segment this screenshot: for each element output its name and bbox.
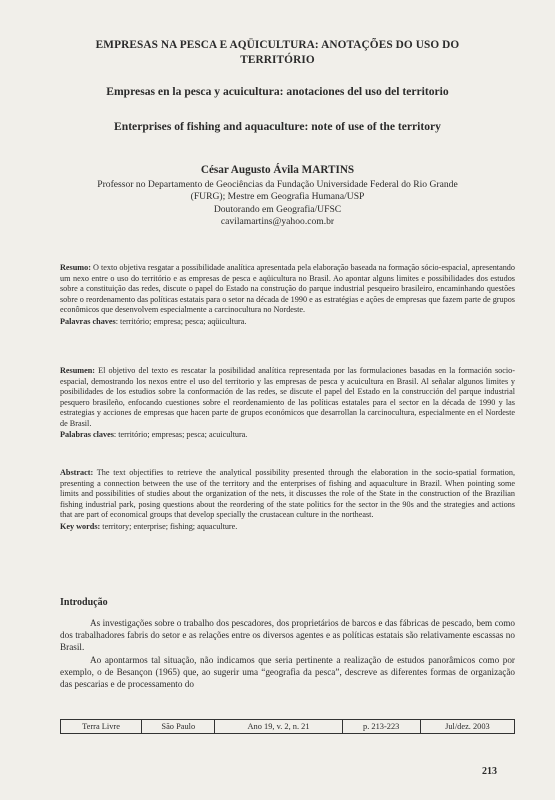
resumen-keywords-text: : território; empresas; pesca; acuicultura. [113, 430, 248, 439]
title-spanish: Empresas en la pesca y acuicultura: anotaciones del uso del territorio [106, 85, 449, 98]
title-portuguese-line1: EMPRESAS NA PESCA E AQÜICULTURA: ANOTAÇÕES DO USO DO [95, 39, 460, 51]
footer-volume: Ano 19, v. 2, n. 21 [215, 720, 342, 734]
abstract-paragraph [60, 468, 515, 521]
resumo-keywords-label: Palavras chaves [60, 316, 116, 326]
title-portuguese-line2: TERRITÓRIO [240, 54, 315, 66]
affiliation-line: Professor no Departamento de Geociências da Fundação Universidade Federal do Rio Grande [97, 179, 458, 190]
intro-body [60, 617, 515, 690]
author-name: César Augusto Ávila MARTINS [200, 164, 355, 176]
intro-paragraph: As investigações sobre o trabalho dos pescadores, dos proprietários de barcos e das fábricas de pescado, bem como dos trabalhadores fabris do setor e as relações entre os diversos agentes e as políticas estatais são relativamente escassas no Brasil. [60, 618, 515, 653]
resumen-keywords [60, 430, 515, 441]
resumen-keywords-label: Palabras claves [60, 430, 114, 439]
abstract-keywords-text: territory; enterprise; fishing; aquaculture. [100, 521, 238, 531]
page-number: 213 [482, 766, 497, 777]
resumo-keywords-text: : território; empresa; pesca; aqüicultura. [115, 316, 247, 326]
footer-city: São Paulo [142, 720, 215, 734]
title-portuguese [50, 38, 505, 68]
resumen-block [60, 366, 515, 441]
affiliation-line: (FURG); Mestre em Geografia Humana/USP [190, 191, 365, 203]
author-affiliation [40, 179, 515, 229]
title-english: Enterprises of fishing and aquaculture: note of use of the territory [114, 120, 441, 133]
resumen-text: El objetivo del texto es rescatar la posibilidad analítica representada por las formulaciones basadas en la formación socio-espacial, demostrando los nexos entre el uso del territorio y las empresas de pesca y acuicultura en Brasil. Al señalar algunos limites y posibilidades de los estudios sobre la conformación de las redes, se discute el papel del Estado en la construcción del parque industrial pesquero brasileño, enfocando cuestiones sobre el reordenamiento de las políticas estatales para el sector en la década de 1990 y las estrategias y acciones de empresas que hacen parte de grupos económicos que desarrollan la carcinocultura, especialmente en el Nordeste de Brasil. [60, 366, 515, 428]
resumo-paragraph [60, 263, 515, 316]
footer-pages: p. 213-223 [342, 720, 420, 734]
abstract-keywords-label: Key words: [60, 521, 101, 531]
resumen-label: Resumen: [60, 366, 96, 375]
abstract-text: The text objectifies to retrieve the analytical possibility presented through the elaboration in the socio-spatial formation, presenting a connection between the use of the territory and the enterprises of fishing and aquaculture in Brazil. When pointing some limits and possibilities of studies about the organization of the nets, it discusses the role of the State in the construction of the Brazilian fishing industrial park, posing questions about the reordering of the state politics for the sector in the 90s and the strategies and actions that are part of economical groups that develop specially the crustacean culture in the northeast. [60, 468, 515, 519]
footer-date: Jul/dez. 2003 [420, 720, 514, 734]
resumo-text: O texto objetiva resgatar a possibilidade analítica apresentada pela elaboração baseada na formação sócio-espacial, apresentando um nexo entre o uso do território e as empresas de pesca e aqüicultura no Brasil. Ao apontar alguns limites e possibilidades dos estudos sobre a constituição das redes, discute o papel do Estado na construção do parque industrial pesqueiro brasileiro, encaminhando questões sobre o reordenamento das políticas estatais para o setor na década de 1990 e as estratégias e ações de empresas que fazem parte de grupos econômicos que desenvolvem especialmente a carcinocultura no Nordeste. [60, 263, 515, 314]
citation-footer-table [60, 719, 515, 734]
resumen-paragraph [60, 366, 515, 429]
resumo-keywords [60, 317, 515, 328]
resumo-label: Resumo: [60, 263, 91, 272]
abstract-keywords [60, 522, 515, 533]
intro-paragraph: Ao apontarmos tal situação, não indicamos que seria pertinente a realização de estudos panorâmicos como por exemplo, o de Besançon (1965) que, ao sugerir uma “geografia da pesca”, descreve as diferentes formas de organização das pescarias e de processamento do [60, 654, 515, 690]
abstract-label: Abstract: [60, 468, 94, 477]
abstract-block [60, 468, 515, 532]
resumo-block [60, 263, 515, 327]
footer-journal: Terra Livre [61, 720, 142, 734]
author-email: cavilamartins@yahoo.com.br [220, 216, 335, 228]
affiliation-line: Doutorando em Geografia/UFSC [213, 203, 342, 215]
citation-row [61, 720, 515, 734]
section-heading-introducao: Introdução [60, 597, 108, 608]
